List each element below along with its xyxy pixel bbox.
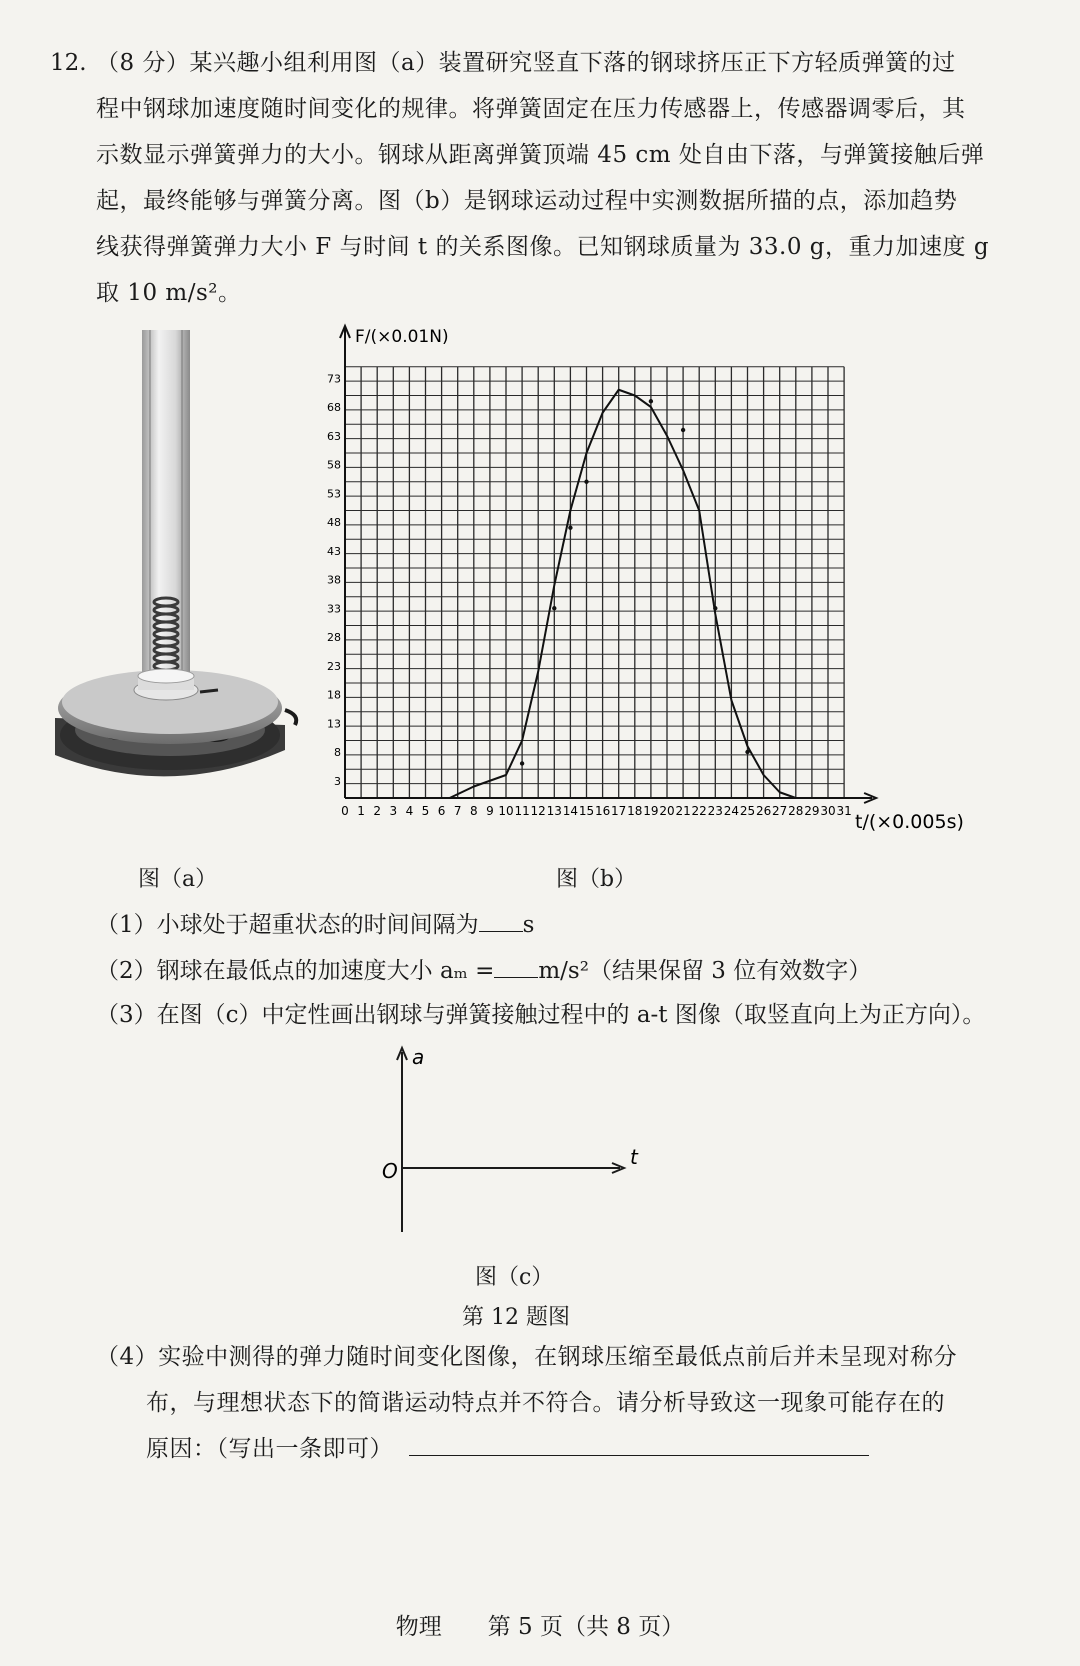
y-tick-label: 53 <box>327 487 341 501</box>
data-point <box>745 750 749 754</box>
q4-answer-blank[interactable] <box>409 1433 869 1456</box>
y-tick-label: 13 <box>327 717 341 731</box>
stem-line: 取 10 m/s²。 <box>96 280 242 306</box>
question-number: 12. <box>50 50 87 76</box>
a-axis-label: a <box>412 1045 425 1069</box>
q4-prompt: 原因：（写出一条即可） <box>146 1436 393 1462</box>
x-tick-label: 28 <box>788 804 804 818</box>
stem-line: 示数显示弹簧弹力的大小。钢球从距离弹簧顶端 45 cm 处自由下落，与弹簧接触后弹 <box>96 142 985 168</box>
x-tick-label: 10 <box>498 804 514 818</box>
x-tick-label: 26 <box>755 804 772 818</box>
chart-trend-series <box>450 390 796 798</box>
stem-line: 起，最终能够与弹簧分离。图（b）是钢球运动过程中实测数据所描的点，添加趋势 <box>96 188 958 214</box>
data-point <box>520 761 524 765</box>
y-tick-label: 38 <box>327 573 341 587</box>
x-tick-label: 6 <box>437 804 446 818</box>
figure-c-caption: 图（c） <box>475 1265 554 1290</box>
x-tick-label: 4 <box>405 804 414 818</box>
question-stem <box>96 40 1016 316</box>
q4-line: （4）实验中测得的弹力随时间变化图像，在钢球压缩至最低点前后并未呈现对称分 <box>96 1344 958 1370</box>
x-tick-label: 15 <box>578 804 595 818</box>
y-tick-label: 73 <box>327 372 341 386</box>
data-point <box>568 526 572 530</box>
x-tick-label: 25 <box>739 804 756 818</box>
y-tick-label: 8 <box>334 746 341 759</box>
y-tick-label: 18 <box>327 688 341 702</box>
y-tick-label: 33 <box>327 602 341 616</box>
x-tick-label: 0 <box>341 804 349 818</box>
x-tick-label: 29 <box>804 804 820 818</box>
data-point <box>649 399 653 403</box>
y-axis-label: F/(×0.01N) <box>355 327 449 347</box>
subquestion-2 <box>96 952 871 985</box>
stem-line: 程中钢球加速度随时间变化的规律。将弹簧固定在压力传感器上，传感器调零后，其 <box>96 96 966 122</box>
subquestion-4 <box>96 1334 957 1472</box>
x-tick-label: 30 <box>820 804 836 818</box>
x-tick-label: 17 <box>611 804 627 818</box>
x-tick-label: 2 <box>373 804 382 818</box>
data-point <box>713 606 717 610</box>
y-tick-label: 63 <box>327 429 341 443</box>
data-point <box>552 606 556 610</box>
x-tick-label: 27 <box>772 804 788 818</box>
figure-set-caption: 第 12 题图 <box>462 1305 570 1330</box>
x-tick-label: 22 <box>691 804 707 818</box>
subquestion-1 <box>96 906 534 939</box>
x-tick-label: 23 <box>707 804 723 818</box>
x-tick-label: 21 <box>675 804 691 818</box>
t-axis-label: t <box>630 1145 638 1169</box>
figure-a-caption: 图（a） <box>138 867 218 892</box>
data-point <box>681 428 685 432</box>
data-point <box>584 480 588 484</box>
stem-line: （8 分）某兴趣小组利用图（a）装置研究竖直下落的钢球挤压正下方轻质弹簧的过 <box>96 50 956 76</box>
x-tick-label: 20 <box>659 804 675 818</box>
guide-tube <box>142 330 190 690</box>
q2-answer-blank[interactable] <box>494 955 538 978</box>
q1-text: （1）小球处于超重状态的时间间隔为 <box>96 912 479 938</box>
q4-line <box>96 1426 957 1472</box>
x-tick-label: 14 <box>562 804 579 818</box>
q2-text: （2）钢球在最低点的加速度大小 aₘ = <box>96 958 495 984</box>
q2-unit: m/s²（结果保留 3 位有效数字） <box>538 958 872 984</box>
figure-b-caption: 图（b） <box>556 867 637 892</box>
subquestion-3: （3）在图（c）中定性画出钢球与弹簧接触过程中的 a-t 图像（取竖直向上为正方向）。 <box>96 1002 986 1028</box>
x-tick-label: 5 <box>421 804 430 818</box>
x-tick-label: 1 <box>357 804 365 818</box>
y-tick-label: 43 <box>327 544 341 558</box>
origin-label: O <box>382 1159 398 1183</box>
stem-line: 线获得弹簧弹力大小 F 与时间 t 的关系图像。已知钢球质量为 33.0 g，重力加速度 g <box>96 234 990 260</box>
x-tick-label: 19 <box>643 804 659 818</box>
page-footer: 物理 第 5 页（共 8 页） <box>395 1614 685 1640</box>
y-tick-label: 28 <box>327 631 341 644</box>
trend-line <box>450 390 796 798</box>
x-tick-label: 8 <box>469 804 478 818</box>
x-tick-label: 12 <box>530 804 546 818</box>
x-tick-label: 24 <box>723 804 740 818</box>
q4-line: 布，与理想状态下的简谐运动特点并不符合。请分析导致这一现象可能存在的 <box>146 1390 945 1416</box>
q1-unit: s <box>522 912 535 938</box>
x-tick-label: 11 <box>514 804 530 818</box>
x-tick-label: 18 <box>627 804 643 818</box>
x-tick-label: 13 <box>546 804 562 818</box>
x-tick-label: 31 <box>836 804 852 818</box>
x-tick-label: 3 <box>389 804 398 818</box>
x-tick-label: 9 <box>486 804 494 818</box>
x-axis-label: t/(×0.005s) <box>855 811 964 833</box>
y-tick-label: 23 <box>327 659 341 673</box>
figure-a-apparatus <box>50 330 310 790</box>
y-tick-label: 3 <box>334 774 341 788</box>
y-tick-label: 68 <box>327 401 341 414</box>
figure-c-acceleration-axes <box>370 1040 670 1240</box>
y-tick-label: 58 <box>327 458 341 472</box>
x-tick-label: 7 <box>453 804 462 818</box>
figure-b-force-time-chart <box>325 320 965 840</box>
y-tick-label: 48 <box>327 516 341 529</box>
x-tick-label: 16 <box>594 804 611 818</box>
q1-answer-blank[interactable] <box>479 909 523 932</box>
